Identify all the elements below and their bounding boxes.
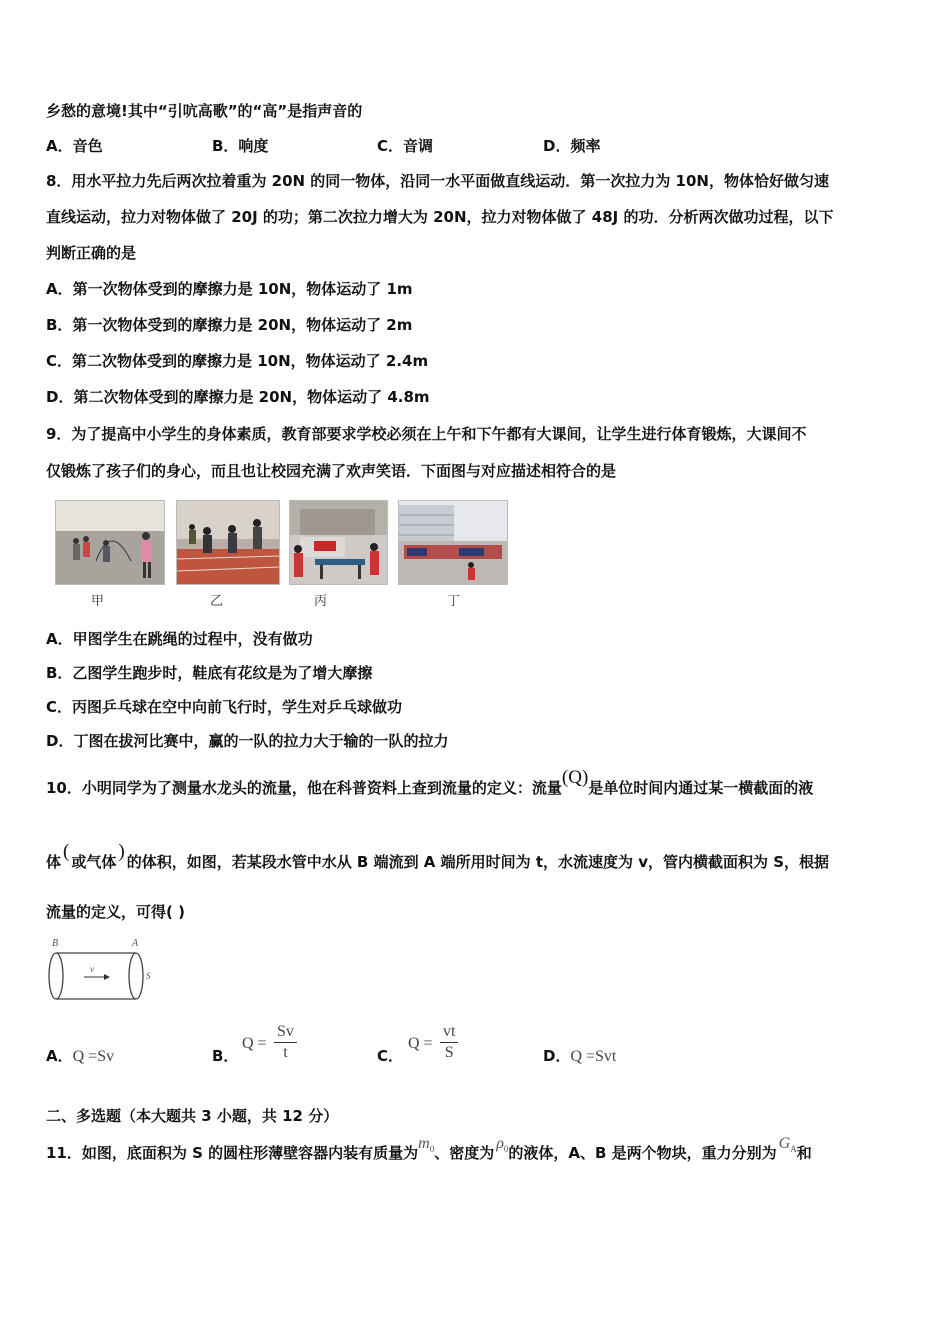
q10-option-d-formula: Q =Svt bbox=[570, 1048, 617, 1065]
q11-rho: ρ bbox=[496, 1135, 504, 1152]
q11-m0-sub: 0 bbox=[429, 1144, 435, 1154]
q10-flow-symbol: (Q) bbox=[561, 767, 589, 788]
q10-option-d-label: D． bbox=[543, 1047, 571, 1065]
q10-line-2 bbox=[46, 841, 830, 872]
q7-option-c: C．音调 bbox=[377, 137, 434, 155]
q10-paren-close: ) bbox=[118, 841, 125, 862]
q10-option-b-label: B． bbox=[212, 1047, 239, 1065]
q10-paren-open: ( bbox=[63, 841, 70, 862]
q10-option-b-lhs: Q = bbox=[242, 1035, 267, 1052]
q10-option-d bbox=[543, 1046, 616, 1067]
photo-bing bbox=[289, 500, 388, 585]
q10-option-c-fraction bbox=[440, 1022, 458, 1063]
q9-line-1: 9．为了提高中小学生的身体素质，教育部要求学校必须在上午和下午都有大课间，让学生进行体育锻炼，大课间不 bbox=[46, 425, 807, 443]
q11-line-1 bbox=[46, 1135, 812, 1165]
photo-ding bbox=[398, 500, 508, 585]
q9-option-a: A．甲图学生在跳绳的过程中，没有做功 bbox=[46, 630, 313, 648]
q11-ga-sub: A bbox=[790, 1144, 797, 1154]
q10-line-2-gas: 或气体 bbox=[71, 853, 117, 871]
q8-line-2: 直线运动，拉力对物体做了 20J 的功；第二次拉力增大为 20N，拉力对物体做了 48J 的功．分析两次做功过程，以下 bbox=[46, 208, 834, 226]
q10-option-b-numerator: Sv bbox=[274, 1022, 297, 1043]
q11-rho-sub: 0 bbox=[503, 1144, 509, 1154]
q9-line-2: 仅锻炼了孩子们的身心，而且也让校园充满了欢声笑语．下面图与对应描述相符合的是 bbox=[46, 462, 617, 480]
q10-option-b-fraction bbox=[274, 1022, 297, 1063]
q11-m0: m bbox=[418, 1135, 430, 1152]
q11-part-1: 11．如图，底面积为 S 的圆柱形薄壁容器内装有质量为 bbox=[46, 1144, 419, 1162]
label-b: B bbox=[52, 938, 59, 949]
q9-option-b: B．乙图学生跑步时，鞋底有花纹是为了增大摩擦 bbox=[46, 664, 373, 682]
q10-line-3: 流量的定义，可得( ) bbox=[46, 903, 185, 921]
caption-yi: 乙 bbox=[210, 594, 224, 609]
pipe-figure bbox=[44, 936, 159, 1006]
q10-line-1 bbox=[46, 767, 814, 798]
q7-text: 乡愁的意境!其中“引吭高歌”的“高”是指声音的 bbox=[46, 102, 363, 120]
q8-line-3: 判断正确的是 bbox=[46, 244, 137, 262]
q10-line-2-end: 的体积，如图，若某段水管中水从 B 端流到 A 端所用时间为 t，水流速度为 v，管内横截面积为 S，根据 bbox=[126, 853, 830, 871]
photo-yi bbox=[176, 500, 280, 585]
label-s: S bbox=[146, 971, 151, 981]
q8-option-a: A．第一次物体受到的摩擦力是 10N，物体运动了 1m bbox=[46, 280, 413, 298]
label-a: A bbox=[132, 938, 139, 949]
q9-option-d: D．丁图在拔河比赛中，赢的一队的拉力大于输的一队的拉力 bbox=[46, 732, 449, 750]
q7-option-d: D．频率 bbox=[543, 137, 601, 155]
photo-bing-illustration bbox=[290, 501, 387, 584]
q10-option-a-formula: Q =Sv bbox=[72, 1048, 115, 1065]
q10-line-1-start: 10．小明同学为了测量水龙头的流量，他在科普资料上查到流量的定义：流量 bbox=[46, 779, 562, 797]
q8-line-1: 8．用水平拉力先后两次拉着重为 20N 的同一物体，沿同一水平面做直线运动．第一次拉力为 10N，物体恰好做匀速 bbox=[46, 172, 829, 190]
label-v: v bbox=[90, 964, 94, 974]
q8-option-d: D．第二次物体受到的摩擦力是 20N，物体运动了 4.8m bbox=[46, 388, 430, 406]
photo-jia bbox=[55, 500, 165, 585]
q10-option-b-denominator: t bbox=[283, 1044, 288, 1061]
q7-option-a: A．音色 bbox=[46, 137, 103, 155]
q8-option-b: B．第一次物体受到的摩擦力是 20N，物体运动了 2m bbox=[46, 316, 413, 334]
q10-option-a-label: A． bbox=[46, 1047, 73, 1065]
photo-ding-illustration bbox=[399, 501, 507, 584]
caption-ding: 丁 bbox=[447, 594, 461, 609]
q9-option-c: C．丙图乒乓球在空中向前飞行时，学生对乒乓球做功 bbox=[46, 698, 403, 716]
q10-option-c-denominator: S bbox=[444, 1044, 454, 1061]
q11-ga: G bbox=[778, 1135, 791, 1152]
photo-jia-illustration bbox=[56, 501, 164, 584]
q10-option-c-numerator: vt bbox=[440, 1022, 458, 1043]
q10-line-2-start: 体 bbox=[46, 853, 62, 871]
q10-line-1-end: 是单位时间内通过某一横截面的液 bbox=[588, 779, 814, 797]
q11-part-4: 和 bbox=[796, 1144, 812, 1162]
section-title: 二、多选题（本大题共 3 小题，共 12 分） bbox=[46, 1107, 339, 1125]
pipe-diagram bbox=[44, 936, 159, 1006]
q10-option-c-label: C． bbox=[377, 1047, 404, 1065]
q11-part-2: 、密度为 bbox=[434, 1144, 495, 1162]
q10-option-a bbox=[46, 1046, 114, 1067]
q8-option-c: C．第二次物体受到的摩擦力是 10N，物体运动了 2.4m bbox=[46, 352, 429, 370]
q11-part-3: 的液体，A、B 是两个物块，重力分别为 bbox=[508, 1144, 777, 1162]
photo-yi-illustration bbox=[177, 501, 279, 584]
caption-jia: 甲 bbox=[91, 594, 105, 609]
q7-option-b: B．响度 bbox=[212, 137, 269, 155]
caption-bing: 丙 bbox=[314, 594, 328, 609]
q10-option-c-lhs: Q = bbox=[408, 1035, 433, 1052]
